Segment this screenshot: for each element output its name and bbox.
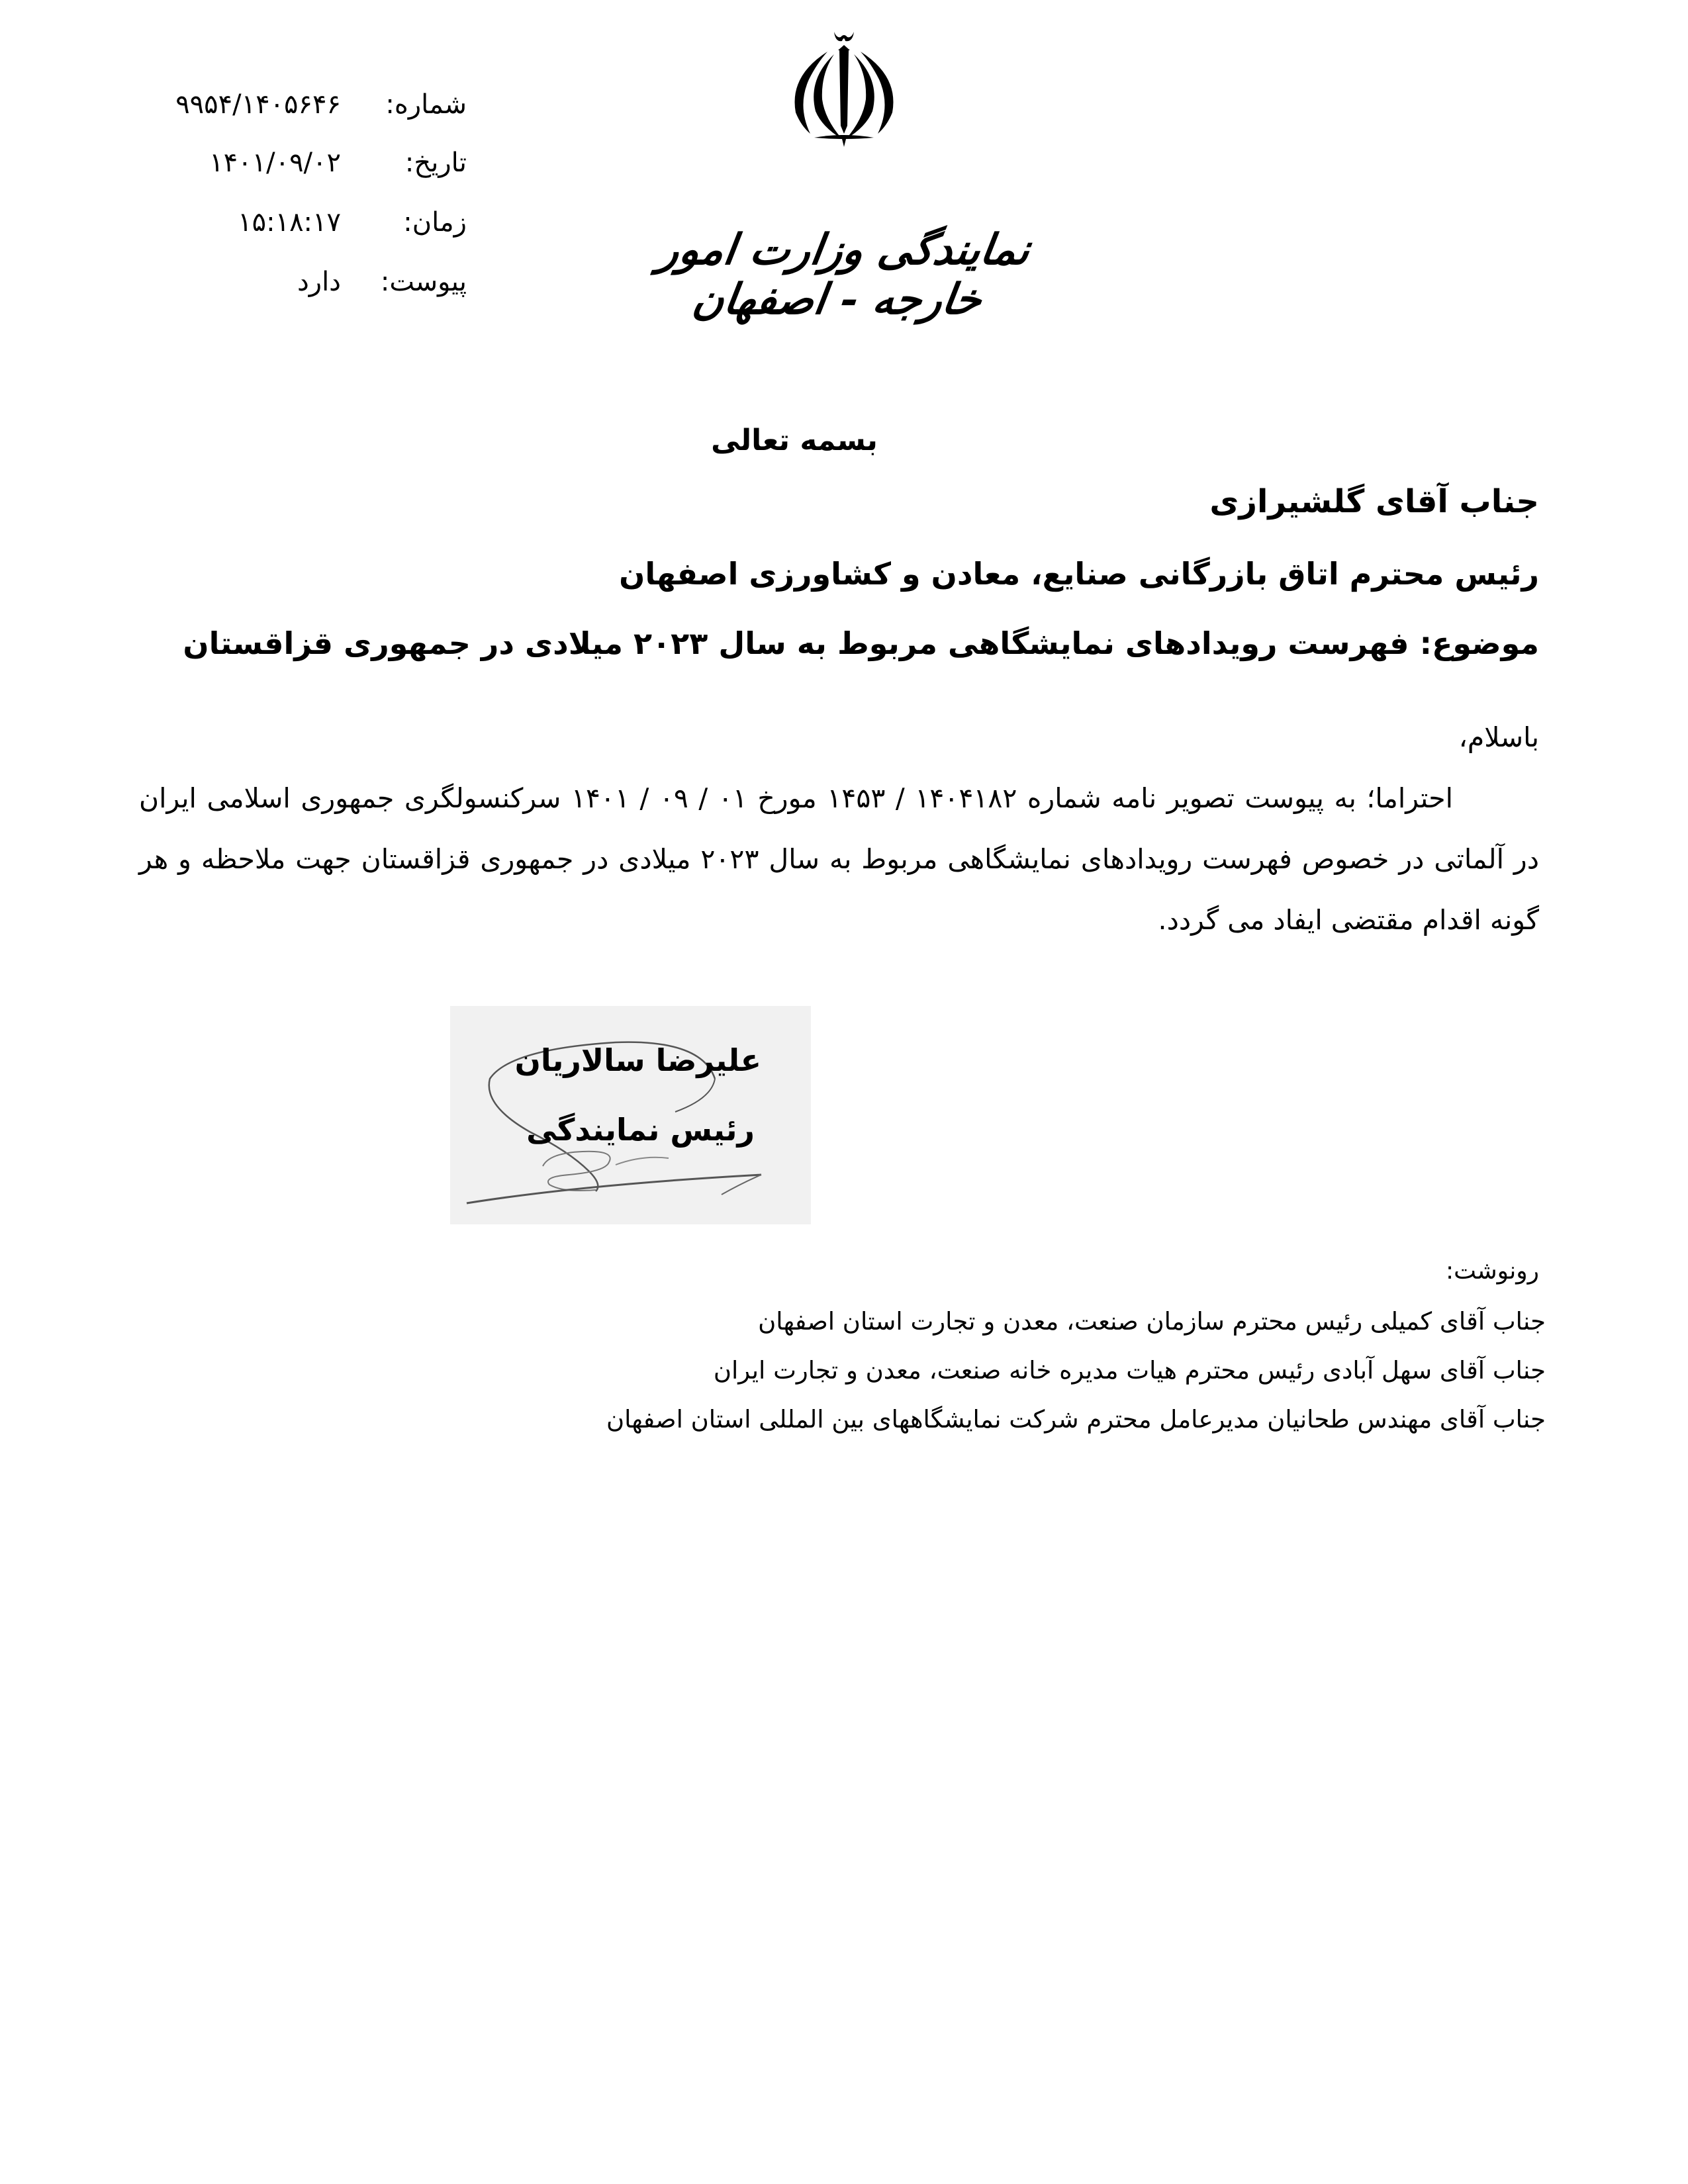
meta-date-label: تاریخ: [404,148,467,178]
meta-time-value: ۱۵:۱۸:۱۷ [238,207,341,238]
cc-list [606,1297,1546,1444]
cc-heading: رونوشت: [1445,1257,1539,1285]
meta-number-value: ۹۹۵۴/۱۴۰۵۶۴۶ [175,89,341,120]
signatory-role: رئیس نمایندگی [526,1112,755,1148]
addressee-name: جناب آقای گلشیرازی [1209,483,1539,520]
meta-number-row [149,91,467,121]
meta-attachment-row [149,269,467,298]
cc-recipient: جناب آقای سهل آبادی رئیس محترم هیات مدیره خانه صنعت، معدن و تجارت ایران [713,1356,1546,1385]
letter-subject: موضوع: فهرست رویدادهای نمایشگاهی مربوط به سال ۲۰۲۳ میلادی در جمهوری قزاقستان [183,625,1539,661]
meta-date-value: ۱۴۰۱/۰۹/۰۲ [209,148,341,178]
letter-body: احتراما؛ به پیوست تصویر نامه شماره ۱۴۰۴۱۸۲ / ۱۴۵۳ مورخ ۰۱ / ۰۹ / ۱۴۰۱ سرکنسولگری جمهوری اسلامی ایران در آلماتی در خصوص فهرست رویدادهای نمایشگاهی مربوط به سال ۲۰۲۳ میلادی در جمهوری قزاقستان جهت ملاحظه و هر گونه اقدام مقتضی ایفاد می گردد. [139,782,1539,936]
meta-attachment-label: پیوست: [380,267,467,297]
greeting: باسلام، [1458,721,1539,753]
meta-time-label: زمان: [403,207,467,238]
invocation: بسمه تعالی [711,424,878,457]
addressee-title: رئیس محترم اتاق بازرگانی صنایع، معادن و کشاورزی اصفهان [619,556,1539,592]
meta-date-row [149,150,467,179]
signatory-name: علیرضا سالاریان [514,1042,761,1078]
signature-stamp [450,1006,811,1224]
meta-number-label: شماره: [385,89,467,120]
cc-recipient: جناب آقای کمیلی رئیس محترم سازمان صنعت، معدن و تجارت استان اصفهان [758,1307,1546,1336]
cc-recipient: جناب آقای مهندس طحانیان مدیرعامل محترم شرکت نمایشگاههای بین المللی استان اصفهان [606,1405,1546,1433]
meta-time-row [149,209,467,239]
organization-title: نمایندگی وزارت امور خارجه - اصفهان [655,225,1033,324]
iran-emblem-icon [781,26,907,152]
meta-attachment-value: دارد [297,267,341,297]
